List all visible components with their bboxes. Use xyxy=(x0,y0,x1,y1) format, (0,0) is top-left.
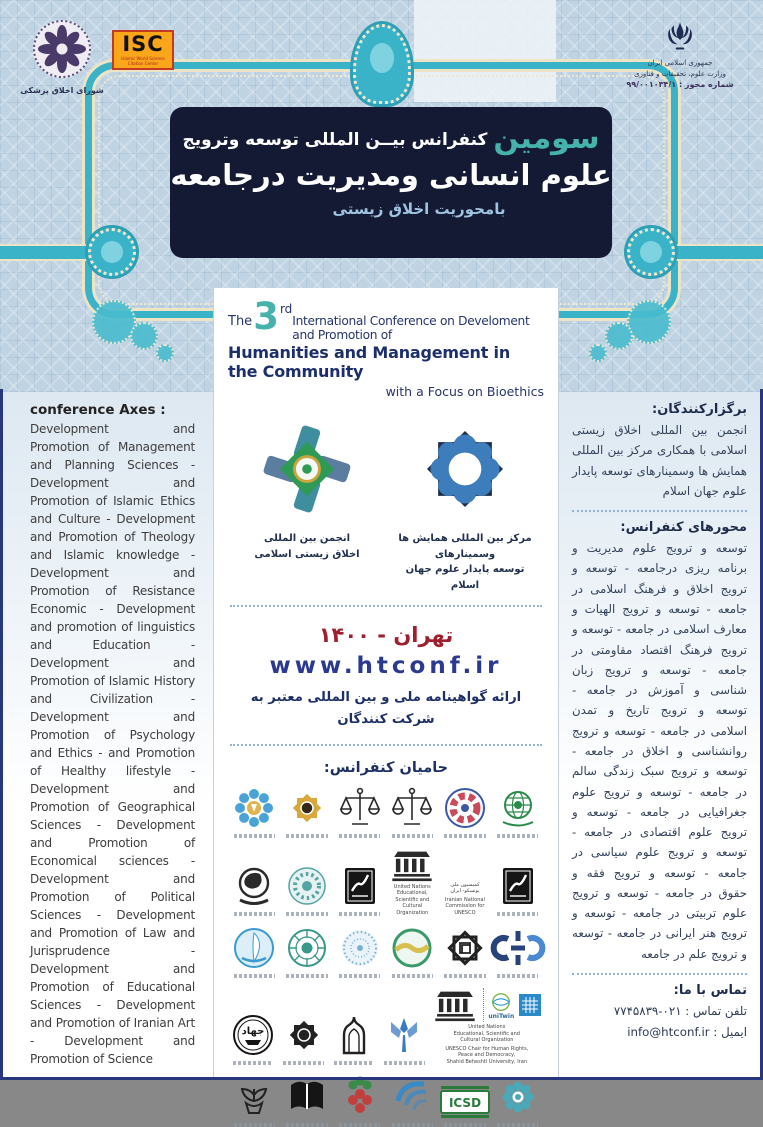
sponsor-logo-globe-green xyxy=(492,786,544,838)
seminars-center-logo xyxy=(390,421,540,593)
sponsor-logo-seal-teal xyxy=(281,864,333,916)
supporters-heading: حامیان کنفرانس: xyxy=(323,759,449,776)
bioethics-association-icon xyxy=(259,421,355,517)
sponsor-logo-people-ring xyxy=(439,786,491,838)
banner-line1 xyxy=(170,121,612,156)
sponsor-logo-star-flower xyxy=(278,1013,328,1065)
title-number: 3 xyxy=(253,295,279,338)
sponsor-caption xyxy=(286,834,328,838)
title-ordinal: rd xyxy=(279,302,293,316)
sponsor-logo-qom-tech xyxy=(492,926,544,978)
contact-heading: تماس با ما: xyxy=(673,983,747,999)
banner-word-third: سومین xyxy=(493,121,600,156)
seal-caption: شورای اخلاق پزشکی xyxy=(20,86,104,95)
sponsor-caption xyxy=(339,912,381,916)
frame-medallion-right xyxy=(627,228,675,276)
sponsor-logo-square-cal xyxy=(334,864,386,916)
frame-medallion-left xyxy=(88,228,136,276)
certificate-note: ارائه گواهینامه ملی و بین المللی معتبر به شرکت کنندگان xyxy=(250,690,522,728)
ornament-swirl-right xyxy=(551,300,671,386)
sponsor-caption xyxy=(283,1061,323,1065)
title-line3: with a Focus on Bioethics xyxy=(385,384,544,399)
contact-block xyxy=(572,983,747,1043)
sponsor-caption xyxy=(339,834,381,838)
sponsor-caption xyxy=(384,1061,424,1065)
sponsor-caption xyxy=(497,1123,539,1127)
isc-subtitle: Islamic World Science Citation Center xyxy=(121,56,165,66)
sponsor-caption xyxy=(392,1123,434,1127)
sponsor-caption xyxy=(334,1061,374,1065)
sponsor-caption xyxy=(339,1123,381,1127)
sponsor-logo-wave-circle xyxy=(386,926,438,978)
sponsor-caption xyxy=(234,834,276,838)
sponsor-row xyxy=(228,926,544,978)
sponsor-logo-compass xyxy=(281,926,333,978)
title-line2: Humanities and Management in the Community xyxy=(228,343,511,381)
frame-extension-right xyxy=(677,246,763,259)
org-left-caption: انجمن بین المللی اخلاق زیستی اسلامی xyxy=(254,533,360,560)
license-number: شماره مجوز : ۹۹/۰۰۱۰۳۴/۱ xyxy=(626,80,734,89)
sponsor-caption xyxy=(444,1123,486,1127)
conference-title-banner xyxy=(170,107,612,258)
university-seal-icon xyxy=(31,18,93,80)
sponsor-caption xyxy=(497,974,539,978)
sponsor-logo-unitwin: uniTwin United Nations Educational, Scientific and Cultural Organization UNESCO Chair for Human Rights, Peace and Democracy, Shahid Beheshti University, Iran xyxy=(430,988,544,1065)
sponsor-caption xyxy=(497,912,539,916)
iran-emblem-icon xyxy=(663,20,697,58)
contact-phone: تلفن تماس : ۰۲۱-۷۷۴۵۸۳۹ xyxy=(613,1004,747,1019)
sponsor-logo-text-block: کمیسیون ملی یونسکو- ایران Iranian National Commission for UNESCO xyxy=(445,881,485,916)
sponsor-logo-arch xyxy=(329,1013,379,1065)
banner-line2: علوم انسانی ومدیریت درجامعه xyxy=(170,158,612,192)
sponsor-logo-scales xyxy=(386,786,438,838)
isc-logo xyxy=(112,30,174,70)
sponsor-row xyxy=(228,988,544,1065)
sponsor-logo-book xyxy=(281,1075,333,1127)
sponsor-logo-flower-gr xyxy=(334,1075,386,1127)
sponsor-logo-jahad xyxy=(228,1013,278,1065)
axes-text-en: Development and Promotion of Management and Planning Sciences - Development and Promotion of Islamic Ethics and Culture - Development and Promotion of Theology and Islamic knowledge - Development and Promotion of Resistance Economic - Development and promotion of linguistics and Education - Development and Promotion of Islamic History and Civilization - Development and Promotion of Psychology and Ethics - and Promotion of Healthy lifestyle - Development and Promotion of Geographical Sciences - Development and Promotion of Economical sciences - Development and Promotion of Political Sciences - Development and Promotion of Law and Jurisprudence - Development and Promotion of Educational Sciences - Development and Promotion of Iranian Art - Development and Promotion of Science xyxy=(30,422,195,1066)
sponsor-caption xyxy=(234,912,276,916)
bioethics-association-logo xyxy=(232,421,382,593)
city-year: تهران - ۱۴۰۰ xyxy=(318,623,454,647)
sponsor-logo-icsd xyxy=(439,1085,491,1127)
sponsor-caption xyxy=(233,1061,273,1065)
sponsor-logo-knot-star xyxy=(439,926,491,978)
sponsor-caption xyxy=(286,974,328,978)
sponsor-caption xyxy=(392,974,434,978)
sponsor-logo-azad-bird xyxy=(379,1013,429,1065)
sponsor-logo-square-cal xyxy=(492,864,544,916)
sponsor-logo-tulip xyxy=(228,1075,280,1127)
contact-email[interactable]: ایمیل : info@htconf.ir xyxy=(627,1025,747,1040)
ministry-license-block xyxy=(615,20,745,89)
organizers-text: انجمن بین المللی اخلاق زیستی اسلامی با همکاری مرکز بین المللی همایش ها وسمینارهای توسعه پایدار علوم جهان اسلام xyxy=(572,423,747,498)
sponsor-logo-star-flower xyxy=(281,786,333,838)
conference-axes-column xyxy=(0,392,213,1080)
divider xyxy=(572,510,747,512)
main-content-column xyxy=(213,288,559,1111)
sponsor-caption xyxy=(444,974,486,978)
sponsor-logo-unesco: United Nations Educational, Scientific and Cultural Organization xyxy=(386,848,438,917)
organizers-column xyxy=(559,392,763,1080)
frame-extension-left xyxy=(0,246,86,259)
sponsor-row xyxy=(228,1075,544,1127)
sponsor-logo-hands-globe xyxy=(228,864,280,916)
banner-line1-rest: کنفرانس بیــن المللی توسعه وترویج xyxy=(182,130,488,150)
organizers-heading: برگزارکنندگان: xyxy=(652,402,747,417)
banner-line3: بامحوریت اخلاق زیستی xyxy=(332,200,506,218)
title-the: The xyxy=(228,314,253,329)
seminars-center-icon xyxy=(417,421,513,517)
svg-text:جهاد: جهاد xyxy=(241,1026,265,1038)
sponsor-caption xyxy=(286,912,328,916)
organizer-logos xyxy=(228,421,544,593)
title-line1: International Conference on Develoment and Promotion of xyxy=(292,314,530,342)
sponsor-caption xyxy=(234,1123,276,1127)
sponsor-caption xyxy=(444,834,486,838)
axes-text-fa: توسعه و ترویج علوم مدیریت و برنامه ریزی درجامعه - توسعه و ترویج اخلاق و فرهنگ اسلامی در جامعه - توسعه و ترویج الهیات و معارف اسلامی در جامعه - توسعه و ترویج فرهنگ اقتصاد مقاومتی در جامعه - توسعه و ترویج زبان شناسی و آموزش در جامعه - توسعه و ترویج تاریخ و تمدن اسلامی در جامعه - توسعه و ترویج روانشناسی و اخلاق در جامعه - توسعه و ترویج سبک زندگی سالم در جامعه - توسعه و ترویج علوم جغرافیایی در جامعه - توسعه و ترویج علوم اقتصادی در جامعه - توسعه و ترویج علوم سیاسی در جامعه - توسعه و ترویج فقه و حقوق در جامعه - توسعه و ترویج علوم تربیتی در جامعه - توسعه و ترویج هنر ایرانی در جامعه - توسعه و ترویج علم در جامعه xyxy=(572,541,747,961)
org-right-caption: مرکز بین المللی همایش ها وسمینارهای توسعه پایدار علوم جهان اسلام xyxy=(398,533,532,591)
sponsor-row xyxy=(228,848,544,917)
axes-heading-en: conference Axes : xyxy=(30,402,166,418)
website-url[interactable]: www.htconf.ir xyxy=(269,653,503,679)
ornament-swirl-left xyxy=(92,300,212,386)
sponsor-logo-ornate-circle xyxy=(334,926,386,978)
sponsor-caption xyxy=(392,834,434,838)
divider xyxy=(572,973,747,975)
sponsor-caption xyxy=(339,974,381,978)
sponsor-logo-swirl xyxy=(386,1075,438,1127)
license-line1: جمهوری اسلامی ایران xyxy=(647,59,713,67)
license-line2: وزارت علوم، تحقیقات و فناوری xyxy=(634,69,726,78)
university-medical-ethics-seal xyxy=(14,18,110,95)
sponsor-logos-grid xyxy=(228,786,544,1127)
sponsor-caption xyxy=(234,974,276,978)
sponsor-logo-flower-teal xyxy=(492,1075,544,1127)
sponsor-logo-sail xyxy=(228,926,280,978)
english-title-block xyxy=(228,295,544,399)
sponsor-row xyxy=(228,786,544,838)
divider xyxy=(230,605,542,607)
divider xyxy=(230,744,542,746)
svg-text:ICSD: ICSD xyxy=(448,1096,482,1111)
sponsor-logo-scales xyxy=(334,786,386,838)
isc-label: ISC xyxy=(122,32,164,56)
sponsor-caption xyxy=(497,834,539,838)
axes-heading-fa: محورهای کنفرانس: xyxy=(620,520,747,536)
sponsor-caption xyxy=(286,1123,328,1127)
sponsor-logo-flower-dots xyxy=(228,786,280,838)
